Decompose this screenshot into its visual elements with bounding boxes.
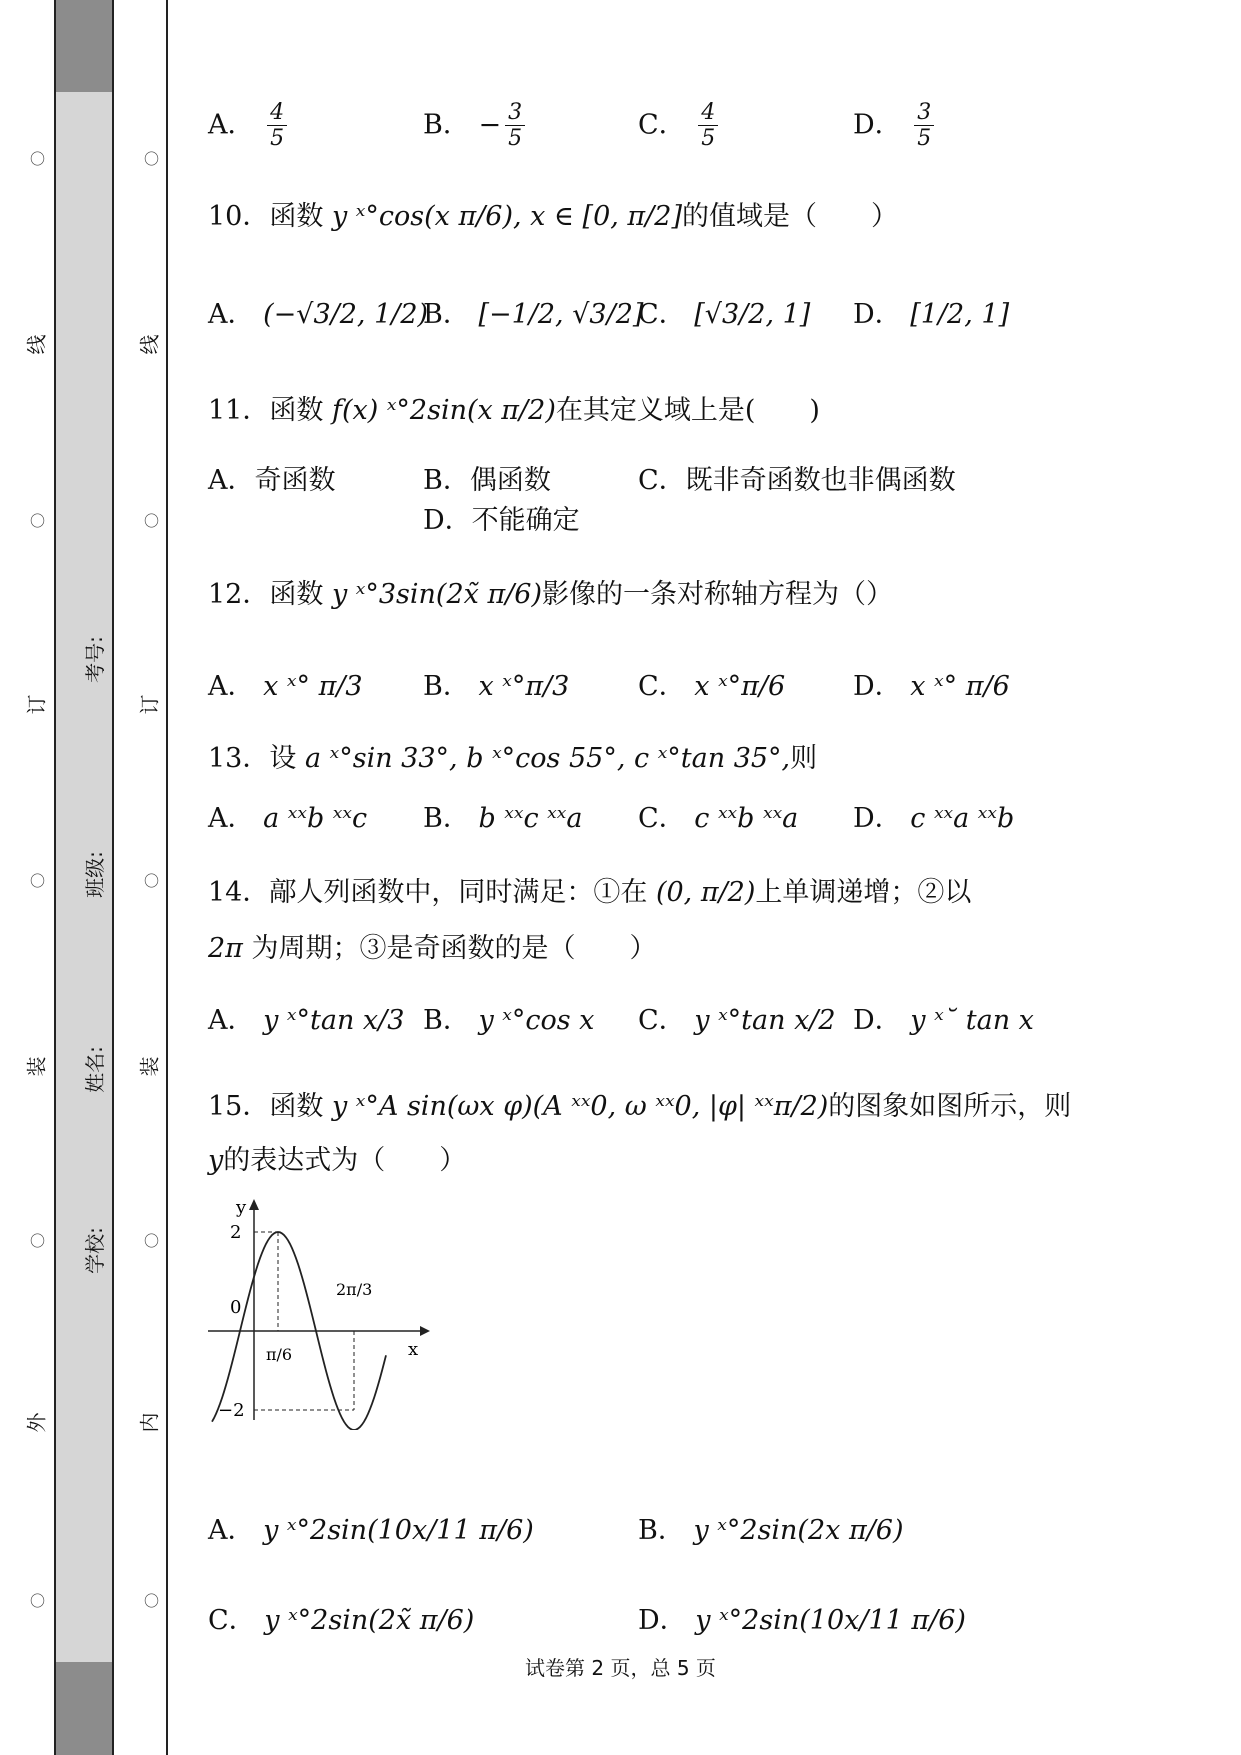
q9-option-d: D． $\frac{3}{5}$ [853, 100, 938, 152]
q13-option-c: C． c ˣˣb ˣˣa [638, 803, 799, 834]
q13-option-b: B． b ˣˣc ˣˣa [423, 803, 583, 834]
q15-option-a: A． y ˣ°2sin(10x/11 π/6) [208, 1515, 534, 1546]
outer-label-outside: 外 [24, 1412, 49, 1433]
circle-mark: 〇 [30, 872, 46, 890]
q15-option-c: C． y ˣ°2sin(2x̃ π/6) [208, 1605, 475, 1636]
q12-option-c: C． x ˣ°π/6 [638, 671, 786, 702]
class-field-label: 班级: [82, 851, 107, 898]
y-tick-min: −2 [218, 1400, 245, 1421]
q15-option-d: D． y ˣ°2sin(10x/11 π/6) [638, 1605, 966, 1636]
q10-option-d: D． [1/2, 1] [853, 299, 1010, 330]
inner-label-line: 线 [137, 334, 162, 355]
q14-option-d: D． y ˣ˘ tan x [853, 1005, 1034, 1036]
q9-option-c: C． $\frac{4}{5}$ [638, 100, 722, 152]
x-tick-2pi-over-3: 2π/3 [336, 1280, 373, 1299]
inner-label-staple: 订 [137, 694, 162, 715]
circle-mark: 〇 [30, 512, 46, 530]
outer-label-line: 线 [24, 334, 49, 355]
y-tick-zero: 0 [230, 1297, 242, 1318]
q15-stem: 15．函数 y ˣ°A sin(ωx φ)(A ˣˣ0, ω ˣˣ0, |φ| ˣˣπ/2)的图象如图所示，则 [208, 1091, 1072, 1122]
circle-mark: 〇 [144, 1592, 160, 1610]
y-axis-label: y [236, 1197, 247, 1218]
outer-label-staple: 订 [24, 694, 49, 715]
q9-option-a: A． $\frac{4}{5}$ [208, 100, 291, 152]
q10-option-a: A． (−√3/2, 1/2) [208, 299, 429, 330]
inner-label-bind: 装 [137, 1056, 162, 1077]
inner-label-inside: 内 [137, 1412, 162, 1433]
q13-stem: 13．设 a ˣ°sin 33°, b ˣ°cos 55°, c ˣ°tan 35°,则 [208, 743, 818, 774]
name-field-label: 姓名: [82, 1046, 107, 1093]
circle-mark: 〇 [144, 150, 160, 168]
q14-stem: 14．鄗人列函数中，同时满足：①在 (0, π/2)上单调递增；②以 [208, 877, 972, 908]
x-axis-arrow-icon [420, 1326, 430, 1336]
q15-stem-line2: y的表达式为（ ） [208, 1145, 467, 1176]
q14-stem-line2: 2π 为周期；③是奇函数的是（ ） [208, 933, 657, 964]
q11-stem: 11．函数 f(x) ˣ°2sin(x π/2)在其定义域上是( ) [208, 395, 820, 426]
q12-option-d: D． x ˣ° π/6 [853, 671, 1010, 702]
circle-mark: 〇 [30, 1232, 46, 1250]
q14-option-a: A． y ˣ°tan x/3 [208, 1005, 405, 1036]
q10-stem: 10．函数 y ˣ°cos(x π/6), x ∈ [0, π/2]的值域是（ ） [208, 201, 898, 232]
q13-option-d: D． c ˣˣa ˣˣb [853, 803, 1015, 834]
q14-option-c: C． y ˣ°tan x/2 [638, 1005, 836, 1036]
q12-option-b: B． x ˣ°π/3 [423, 671, 570, 702]
circle-mark: 〇 [144, 872, 160, 890]
circle-mark: 〇 [144, 512, 160, 530]
y-axis-arrow-icon [249, 1199, 259, 1210]
margin-band-top [54, 0, 114, 92]
q11-option-b: B．偶函数 [423, 465, 551, 496]
inner-gutter-line [166, 0, 168, 1755]
circle-mark: 〇 [30, 150, 46, 168]
q9-option-b: B． − $\frac{3}{5}$ [423, 100, 529, 152]
q11-option-a: A．奇函数 [208, 465, 336, 496]
circle-mark: 〇 [30, 1592, 46, 1610]
x-tick-pi-over-6: π/6 [266, 1345, 293, 1364]
x-axis-label: x [408, 1339, 419, 1360]
q12-stem: 12．函数 y ˣ°3sin(2x̃ π/6)影像的一条对称轴方程为（） [208, 579, 894, 610]
q13-option-a: A． a ˣˣb ˣˣc [208, 803, 368, 834]
circle-mark: 〇 [144, 1232, 160, 1250]
exam-number-field-label: 考号: [82, 636, 107, 683]
q11-option-c: C．既非奇函数也非偶函数 [638, 465, 956, 496]
page-footer: 试卷第 2 页，总 5 页 [525, 1656, 716, 1680]
outer-label-bind: 装 [24, 1056, 49, 1077]
q15-option-b: B． y ˣ°2sin(2x π/6) [638, 1515, 904, 1546]
school-field-label: 学校: [82, 1227, 107, 1274]
q10-option-c: C． [√3/2, 1] [638, 299, 811, 330]
q12-option-a: A． x ˣ° π/3 [208, 671, 363, 702]
y-tick-max: 2 [230, 1222, 242, 1243]
q10-option-b: B． [−1/2, √3/2] [423, 299, 644, 330]
q15-sine-graph [208, 1195, 438, 1430]
q11-option-d: D．不能确定 [423, 505, 580, 536]
q14-option-b: B． y ˣ°cos x [423, 1005, 595, 1036]
